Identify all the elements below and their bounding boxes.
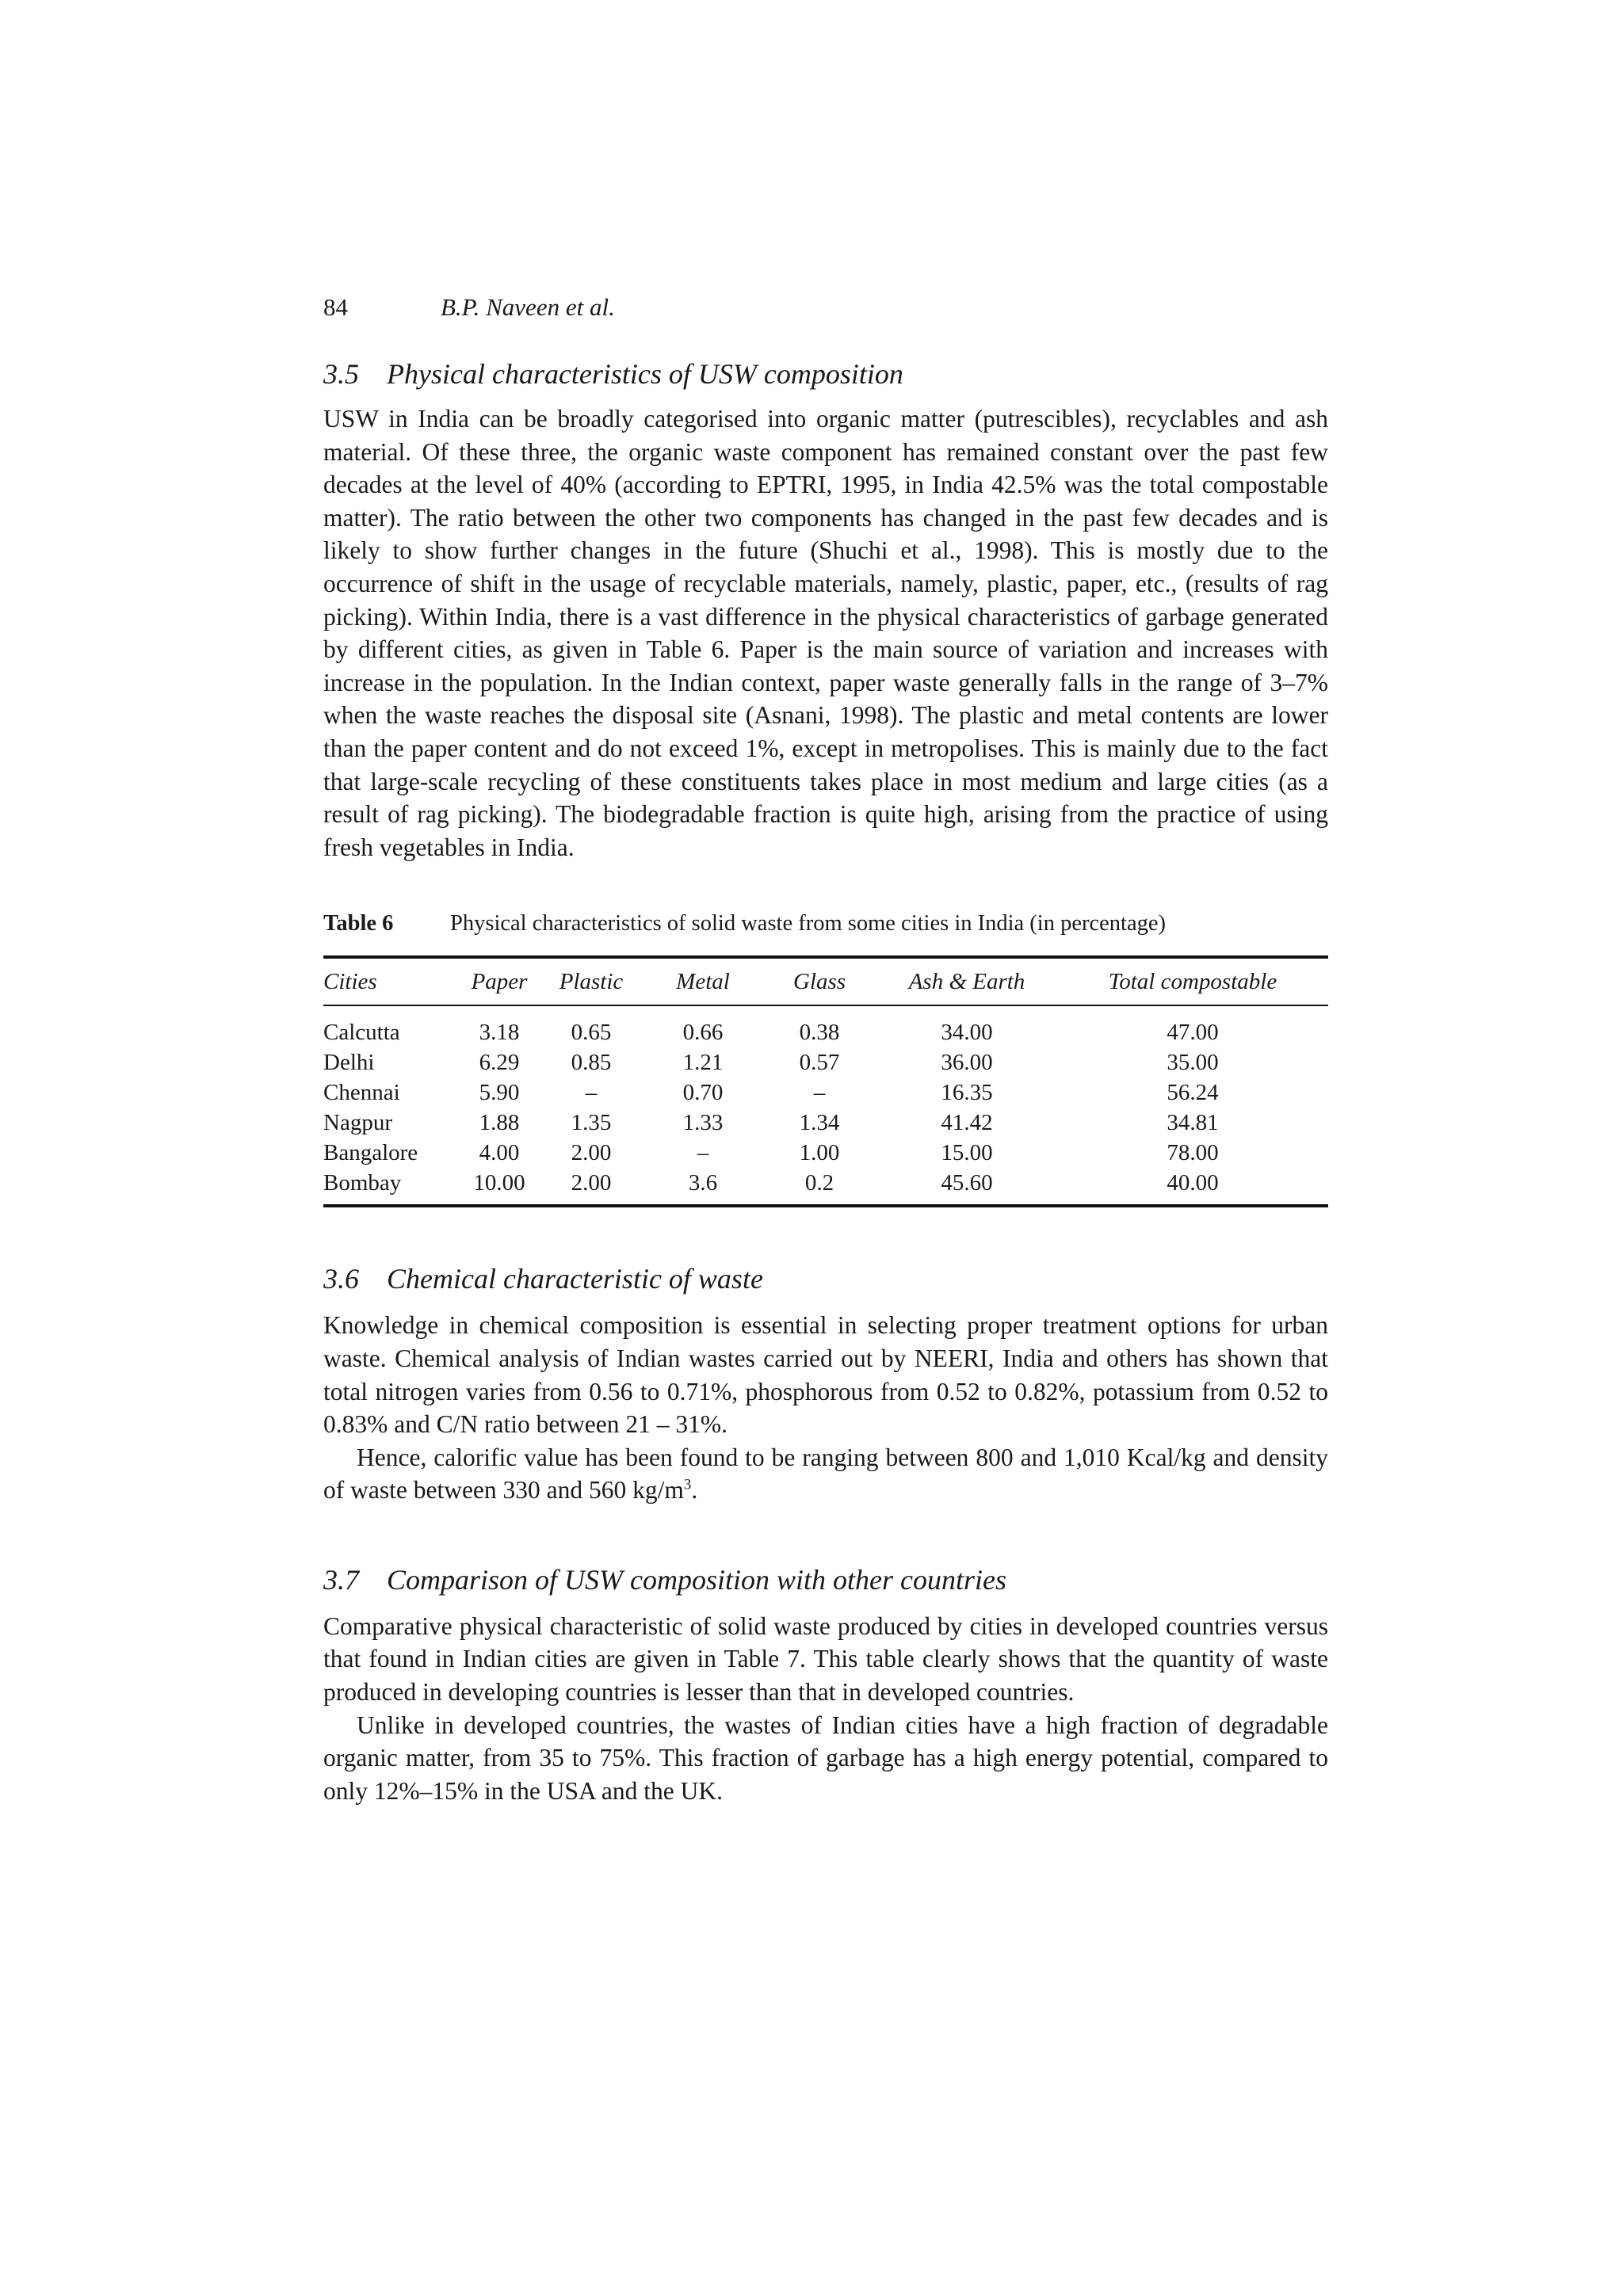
section-3-6-paragraph-2-text: Hence, calorific value has been found to be ranging between 800 and 1,010 Kcal/kg and density of waste between 330 and 560 kg/m — [323, 1443, 1328, 1505]
table-cell-city: Calcutta — [323, 1020, 400, 1046]
table-cell: 47.00 — [1167, 1020, 1219, 1046]
table-cell: 41.42 — [941, 1110, 993, 1136]
table-cell: 1.33 — [682, 1110, 724, 1136]
table-cell: – — [585, 1080, 598, 1106]
table-6-column-header: Paper — [460, 957, 539, 1005]
section-3-6-number: 3.6 — [323, 1263, 359, 1295]
running-head-authors: B.P. Naveen et al. — [441, 293, 615, 321]
section-3-7-number: 3.7 — [323, 1563, 359, 1596]
table-cell: 78.00 — [1167, 1140, 1219, 1166]
section-3-6-title: Chemical characteristic of waste — [387, 1263, 763, 1295]
running-head — [323, 292, 1328, 323]
table-6-column-header: Total compostable — [1057, 957, 1328, 1005]
table-6-column-header: Plastic — [539, 957, 643, 1005]
section-3-5-title: Physical characteristics of USW composition — [387, 358, 903, 390]
table-6-caption-text: Physical characteristics of solid waste from some cities in India (in percentage) — [450, 911, 1166, 936]
table-row — [323, 1047, 1328, 1077]
table-cell-city: Bombay — [323, 1170, 402, 1196]
superscript-3: 3 — [683, 1476, 692, 1493]
table-cell: 56.24 — [1167, 1080, 1219, 1106]
table-cell-city: Chennai — [323, 1080, 400, 1106]
table-cell: 0.66 — [682, 1020, 724, 1046]
table-cell: 0.57 — [799, 1050, 840, 1076]
table-cell: 1.21 — [682, 1050, 724, 1076]
table-cell: 0.85 — [571, 1050, 612, 1076]
table-cell-city: Nagpur — [323, 1110, 392, 1136]
table-cell: 3.18 — [479, 1020, 520, 1046]
table-6-column-header: Glass — [762, 957, 876, 1005]
table-cell: – — [813, 1080, 826, 1106]
table-6-header-row — [323, 957, 1328, 1005]
table-cell: 1.34 — [799, 1110, 840, 1136]
table-row — [323, 1138, 1328, 1168]
table-cell: 4.00 — [479, 1140, 520, 1166]
section-3-6-paragraph-2 — [323, 1441, 1328, 1507]
table-cell: 3.6 — [688, 1170, 718, 1196]
table-cell: 0.65 — [571, 1020, 612, 1046]
table-6-column-header: Metal — [643, 957, 762, 1005]
table-cell: 45.60 — [941, 1170, 993, 1196]
section-3-6-paragraph-1: Knowledge in chemical composition is essential in selecting proper treatment options for urban waste. Chemical analysis of Indian wastes carried out by NEERI, India and others has shown that total nitrogen varies from 0.56 to 0.71%, phosphorous from 0.52 to 0.82%, potassium from 0.52 to 0.83% and C/N ratio between 21 – 31%. — [323, 1311, 1328, 1439]
table-cell: 36.00 — [941, 1050, 993, 1076]
section-3-7-heading — [323, 1562, 1328, 1597]
page-number: 84 — [323, 293, 348, 321]
table-cell-city: Delhi — [323, 1050, 375, 1076]
table-6 — [323, 955, 1328, 1207]
table-6-label: Table 6 — [323, 911, 394, 936]
table-cell: 10.00 — [473, 1170, 525, 1196]
table-cell: 15.00 — [941, 1140, 993, 1166]
table-cell: 1.88 — [479, 1110, 520, 1136]
section-3-5-number: 3.5 — [323, 358, 359, 390]
table-cell: 5.90 — [479, 1080, 520, 1106]
table-row — [323, 1077, 1328, 1108]
section-3-7-paragraph-1: Comparative physical characteristic of solid waste produced by cities in developed countries versus that found in Indian cities are given in Table 7. This table clearly shows that the quantity of waste produced in developing countries is lesser than that in developed countries. — [323, 1611, 1328, 1707]
table-row — [323, 1005, 1328, 1047]
table-cell: 35.00 — [1167, 1050, 1219, 1076]
table-cell: 34.81 — [1167, 1110, 1219, 1136]
table-cell: 34.00 — [941, 1020, 993, 1046]
table-6-column-header: Ash & Earth — [876, 957, 1057, 1005]
table-cell: 2.00 — [571, 1140, 612, 1166]
section-3-5-paragraph: USW in India can be broadly categorised into organic matter (putrescibles), recyclables and ash material. Of these three, the organic waste component has remained constant over the past few decades at the level of 40% (according to EPTRI, 1995, in India 42.5% was the total compostable matter). The ratio between the other two components has changed in the past few decades and is likely to show further changes in the future (Shuchi et al., 1998). This is mostly due to the occurrence of shift in the usage of recyclable materials, namely, plastic, paper, etc., (results of rag picking). Within India, there is a vast difference in the physical characteristics of garbage generated by different cities, as given in Table 6. Paper is the main source of variation and increases with increase in the population. In the Indian context, paper waste generally falls in the range of 3–7% when the waste reaches the disposal site (Asnani, 1998). The plastic and metal contents are lower than the paper content and do not exceed 1%, except in metropolises. This is mainly due to the fact that large-scale recycling of these constituents takes place in most medium and large cities (as a result of rag picking). The biodegradable fraction is quite high, arising from the practice of using fresh vegetables in India. — [323, 405, 1328, 861]
section-3-6-heading — [323, 1261, 1328, 1296]
table-row — [323, 1168, 1328, 1206]
section-3-7-title: Comparison of USW composition with other countries — [387, 1563, 1006, 1596]
section-3-7-paragraph-2: Unlike in developed countries, the wastes of Indian cities have a high fraction of degradable organic matter, from 35 to 75%. This fraction of garbage has a high energy potential, compared to only 12%–15% in the USA and the UK. — [323, 1711, 1328, 1805]
table-cell: 0.2 — [804, 1170, 834, 1196]
table-cell: 0.38 — [799, 1020, 840, 1046]
table-cell: 1.35 — [571, 1110, 612, 1136]
table-cell: – — [697, 1140, 709, 1166]
page-content — [323, 292, 1328, 1807]
table-cell: 6.29 — [479, 1050, 520, 1076]
table-6-column-header: Cities — [323, 957, 460, 1005]
table-cell: 40.00 — [1167, 1170, 1219, 1196]
table-6-caption — [323, 910, 1328, 938]
table-cell: 2.00 — [571, 1170, 612, 1196]
section-3-6-paragraph-2-end: . — [691, 1476, 698, 1505]
table-cell: 0.70 — [682, 1080, 724, 1106]
table-cell: 16.35 — [941, 1080, 993, 1106]
table-row — [323, 1108, 1328, 1138]
table-cell: 1.00 — [799, 1140, 840, 1166]
section-3-5-heading — [323, 357, 1328, 391]
table-cell-city: Bangalore — [323, 1140, 418, 1166]
